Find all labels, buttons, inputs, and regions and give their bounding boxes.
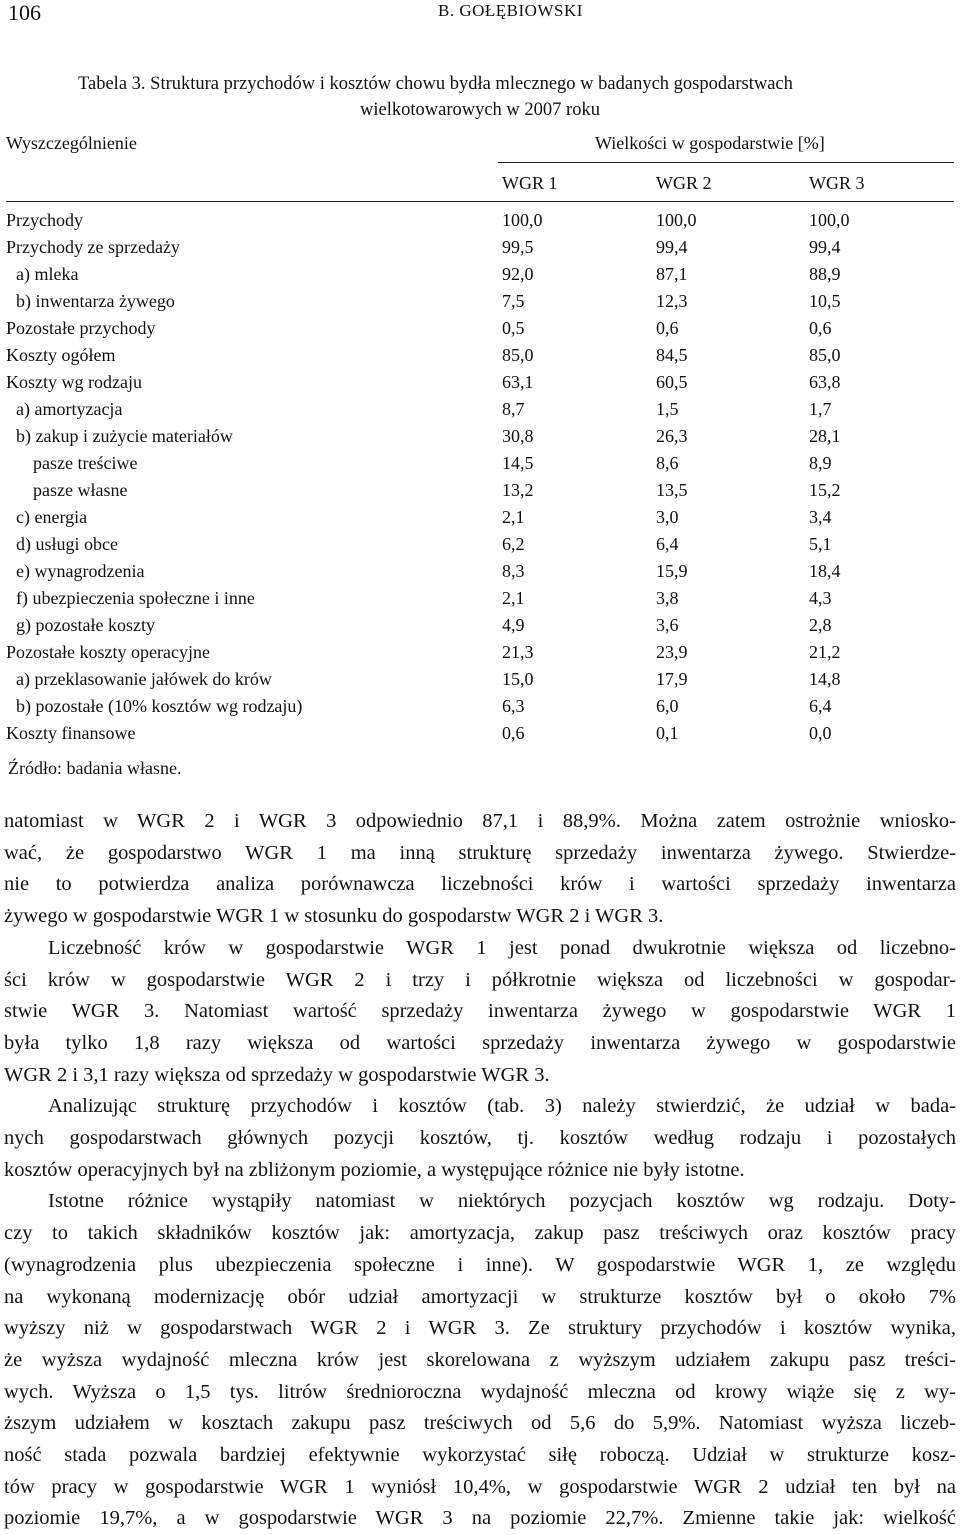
row-label: b) pozostałe (10% kosztów wg rodzaju) <box>16 696 303 716</box>
cell-wgr3: 2,8 <box>809 615 832 635</box>
table-row <box>6 371 956 398</box>
cell-wgr3: 100,0 <box>809 210 850 230</box>
body-line: ższym udziałem w kosztach zakupu pasz treściwych od 5,6 do 5,9%. Natomiast wyższa liczeb- <box>4 1412 956 1435</box>
cell-wgr1: 30,8 <box>502 426 534 446</box>
row-label: Koszty wg rodzaju <box>6 372 142 392</box>
table-row <box>6 479 956 506</box>
header-bottom-rule <box>6 201 954 202</box>
table-row <box>6 587 956 614</box>
row-label: Koszty finansowe <box>6 723 136 743</box>
table-row <box>6 452 956 479</box>
cell-wgr1: 13,2 <box>502 480 534 500</box>
cell-wgr3: 28,1 <box>809 426 841 446</box>
table-row <box>6 506 956 533</box>
body-line: nych gospodarstwach głównych pozycji kosztów, tj. kosztów według rodzaju i pozostałych <box>4 1127 956 1150</box>
cell-wgr3: 18,4 <box>809 561 841 581</box>
table-row <box>6 344 956 371</box>
cell-wgr3: 3,4 <box>809 507 832 527</box>
header-specification: Wyszczególnienie <box>6 133 137 153</box>
cell-wgr3: 21,2 <box>809 642 841 662</box>
cell-wgr3: 99,4 <box>809 237 841 257</box>
table-row <box>6 317 956 344</box>
cell-wgr3: 14,8 <box>809 669 841 689</box>
body-line: natomiast w WGR 2 i WGR 3 odpowiednio 87,1 i 88,9%. Można zatem ostrożnie wniosko- <box>4 810 956 832</box>
table-row <box>6 722 956 749</box>
body-line: żywego w gospodarstwie WGR 1 w stosunku do gospodarstw WGR 2 i WGR 3. <box>4 905 664 928</box>
body-line: wyższy niż w gospodarstwach WGR 2 i WGR 3. Ze struktury przychodów i kosztów wynika, <box>4 1317 956 1340</box>
cell-wgr2: 12,3 <box>656 291 688 311</box>
column-header-wgr1: WGR 1 <box>502 173 558 193</box>
cell-wgr3: 85,0 <box>809 345 841 365</box>
table-row <box>6 695 956 722</box>
cell-wgr1: 0,6 <box>502 723 525 743</box>
body-line: stwie WGR 3. Natomiast wartość sprzedaży inwentarza żywego w gospodarstwie WGR 1 <box>4 1000 956 1023</box>
cell-wgr1: 7,5 <box>502 291 525 311</box>
cell-wgr1: 2,1 <box>502 507 525 527</box>
body-line: poziomie 19,7%, a w gospodarstwie WGR 3 na poziomie 22,7%. Zmienne takie jak: wielkość <box>4 1507 956 1530</box>
cell-wgr1: 92,0 <box>502 264 534 284</box>
cell-wgr2: 15,9 <box>656 561 688 581</box>
body-line: WGR 2 i 3,1 razy większa od sprzedaży w gospodarstwie WGR 3. <box>4 1063 550 1086</box>
cell-wgr3: 1,7 <box>809 399 832 419</box>
table-row <box>6 668 956 695</box>
row-label: Pozostałe koszty operacyjne <box>6 642 210 662</box>
body-line: Istotne różnice wystąpiły natomiast w niektórych pozycjach kosztów wg rodzaju. Doty- <box>48 1190 956 1213</box>
cell-wgr1: 100,0 <box>502 210 543 230</box>
cell-wgr2: 8,6 <box>656 453 679 473</box>
cell-wgr1: 8,3 <box>502 561 525 581</box>
row-label: e) wynagrodzenia <box>16 561 145 581</box>
cell-wgr2: 17,9 <box>656 669 688 689</box>
cell-wgr3: 6,4 <box>809 696 832 716</box>
row-label: d) usługi obce <box>16 534 118 554</box>
cell-wgr2: 1,5 <box>656 399 679 419</box>
table-source: Źródło: badania własne. <box>8 758 182 778</box>
row-label: pasze treściwe <box>33 453 138 473</box>
cell-wgr1: 4,9 <box>502 615 525 635</box>
page-number: 106 <box>8 0 41 25</box>
row-label: c) energia <box>16 507 88 527</box>
body-line: na wykonaną modernizację obór udział amortyzacji w strukturze kosztów był o około 7% <box>4 1285 956 1308</box>
body-line: czy to takich składników kosztów jak: amortyzacja, zakup pasz treściwych oraz kosztów pracy <box>4 1222 956 1245</box>
header-group: Wielkości w gospodarstwie [%] <box>595 133 825 153</box>
cell-wgr3: 0,6 <box>809 318 832 338</box>
cell-wgr2: 3,6 <box>656 615 679 635</box>
body-line: (wynagrodzenia plus ubezpieczenia społeczne i inne). W gospodarstwie WGR 1, ze względu <box>4 1253 956 1276</box>
cell-wgr2: 99,4 <box>656 237 688 257</box>
table-row <box>6 290 956 317</box>
row-label: a) amortyzacja <box>16 399 123 419</box>
cell-wgr2: 0,6 <box>656 318 679 338</box>
table-caption-line-1: Tabela 3. Struktura przychodów i kosztów chowu bydła mlecznego w badanych gospodarstwach <box>78 74 793 94</box>
cell-wgr2: 87,1 <box>656 264 688 284</box>
cell-wgr2: 3,0 <box>656 507 679 527</box>
table-row <box>6 614 956 641</box>
table-column-headers <box>6 173 956 197</box>
cell-wgr1: 2,1 <box>502 588 525 608</box>
cell-wgr1: 14,5 <box>502 453 534 473</box>
body-line: że wyższa wydajność mleczna krów jest skorelowana z wyższym udziałem zakupu pasz treści- <box>4 1348 956 1371</box>
cell-wgr2: 3,8 <box>656 588 679 608</box>
body-line: Liczebność krów w gospodarstwie WGR 1 jest ponad dwukrotnie większa od liczebno- <box>48 936 956 959</box>
body-line: wych. Wyższa o 1,5 tys. litrów średnioroczna wydajność mleczna od krowy wiąże się z wy- <box>4 1380 956 1403</box>
body-line: ści krów w gospodarstwie WGR 2 i trzy i półkrotnie większa od liczebności w gospodar- <box>4 968 956 991</box>
row-label: Przychody <box>6 210 83 230</box>
body-line: nie to potwierdza analiza porównawcza liczebności krów i wartości sprzedaży inwentarza <box>4 873 956 896</box>
column-header-wgr3: WGR 3 <box>809 173 865 193</box>
body-line: była tylko 1,8 razy większa od wartości sprzedaży inwentarza żywego w gospodarstwie <box>4 1031 956 1054</box>
cell-wgr3: 4,3 <box>809 588 832 608</box>
table-row <box>6 560 956 587</box>
cell-wgr2: 60,5 <box>656 372 688 392</box>
body-line: kosztów operacyjnych był na zbliżonym poziomie, a występujące różnice nie były istotne. <box>4 1158 745 1181</box>
body-line: wać, że gospodarstwo WGR 1 ma inną strukturę sprzedaży inwentarza żywego. Stwierdze- <box>4 841 956 864</box>
body-line: ność stada pozwala bardziej efektywnie wykorzystać siłę roboczą. Udział w strukturze kosz- <box>4 1444 956 1467</box>
row-label: g) pozostałe koszty <box>16 615 155 635</box>
cell-wgr2: 0,1 <box>656 723 679 743</box>
table-caption-line-2: wielkotowarowych w 2007 roku <box>360 100 600 120</box>
cell-wgr1: 0,5 <box>502 318 525 338</box>
cell-wgr1: 85,0 <box>502 345 534 365</box>
cell-wgr3: 15,2 <box>809 480 841 500</box>
table-row <box>6 398 956 425</box>
row-label: Koszty ogółem <box>6 345 116 365</box>
page-header <box>0 0 960 34</box>
table-row <box>6 263 956 290</box>
cell-wgr1: 15,0 <box>502 669 534 689</box>
cell-wgr2: 100,0 <box>656 210 697 230</box>
cell-wgr1: 21,3 <box>502 642 534 662</box>
row-label: b) zakup i zużycie materiałów <box>16 426 233 446</box>
cell-wgr2: 84,5 <box>656 345 688 365</box>
cell-wgr3: 0,0 <box>809 723 832 743</box>
cell-wgr3: 10,5 <box>809 291 841 311</box>
row-label: a) przeklasowanie jałówek do krów <box>16 669 272 689</box>
cell-wgr2: 23,9 <box>656 642 688 662</box>
cell-wgr3: 63,8 <box>809 372 841 392</box>
cell-wgr1: 99,5 <box>502 237 534 257</box>
cell-wgr3: 88,9 <box>809 264 841 284</box>
row-label: pasze własne <box>33 480 128 500</box>
cell-wgr1: 6,2 <box>502 534 525 554</box>
cell-wgr2: 13,5 <box>656 480 688 500</box>
row-label: b) inwentarza żywego <box>16 291 175 311</box>
table-row <box>6 236 956 263</box>
cell-wgr1: 8,7 <box>502 399 525 419</box>
cell-wgr1: 63,1 <box>502 372 534 392</box>
body-text <box>4 806 956 1535</box>
row-label: a) mleka <box>16 264 79 284</box>
running-head: B. GOŁĘBIOWSKI <box>438 1 583 20</box>
header-group-rule <box>498 162 954 163</box>
table-row <box>6 209 956 236</box>
cell-wgr2: 6,4 <box>656 534 679 554</box>
row-label: Przychody ze sprzedaży <box>6 237 180 257</box>
column-header-wgr2: WGR 2 <box>656 173 712 193</box>
cell-wgr1: 6,3 <box>502 696 525 716</box>
body-line: Analizując strukturę przychodów i kosztów (tab. 3) należy stwierdzić, że udział w bada- <box>48 1095 956 1118</box>
cell-wgr3: 5,1 <box>809 534 832 554</box>
table-row <box>6 641 956 668</box>
row-label: Pozostałe przychody <box>6 318 156 338</box>
cell-wgr3: 8,9 <box>809 453 832 473</box>
table-body <box>6 209 956 749</box>
cell-wgr2: 26,3 <box>656 426 688 446</box>
table-row <box>6 533 956 560</box>
body-line: tów pracy w gospodarstwie WGR 1 wyniósł 10,4%, w gospodarstwie WGR 2 udział ten był na <box>4 1475 956 1498</box>
table-header-row <box>6 133 956 157</box>
cell-wgr2: 6,0 <box>656 696 679 716</box>
table-row <box>6 425 956 452</box>
row-label: f) ubezpieczenia społeczne i inne <box>16 588 255 608</box>
